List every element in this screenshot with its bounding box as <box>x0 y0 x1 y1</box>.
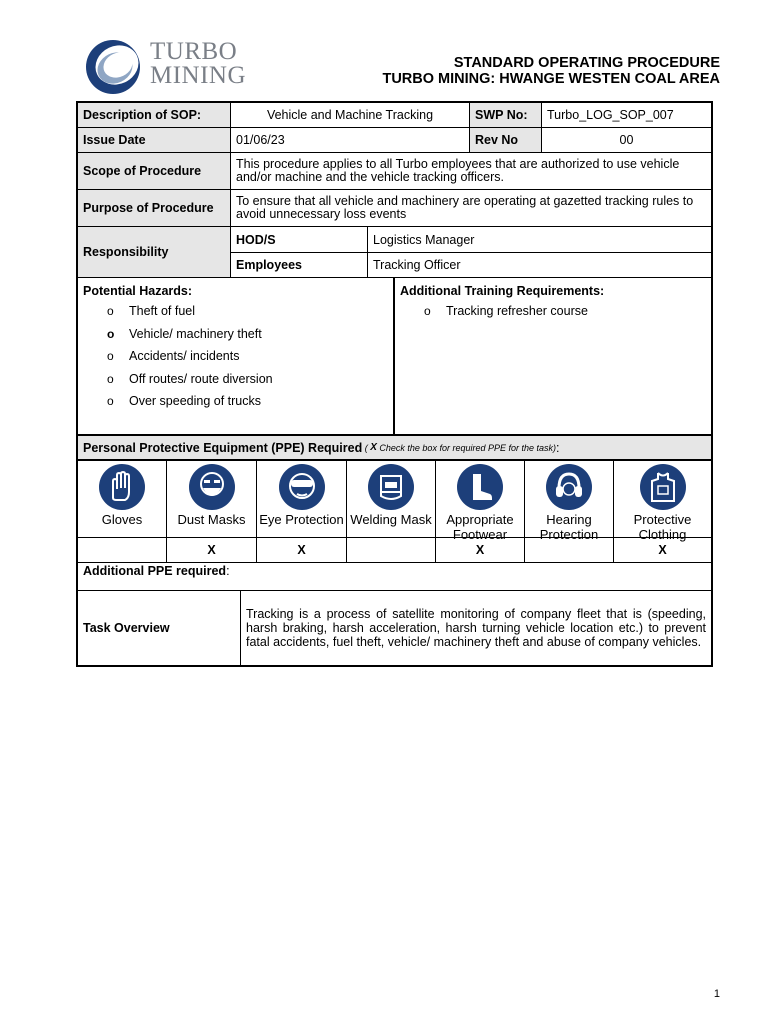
ppe-mark-eye-protection: X <box>256 538 346 562</box>
list-item <box>400 304 706 327</box>
role-hod: HOD/S <box>236 232 276 247</box>
responsibility-table <box>230 227 711 277</box>
hollow-bullet-icon: o <box>107 304 114 318</box>
list-item <box>83 304 388 327</box>
swp-label: SWP No: <box>469 103 541 127</box>
company-name-line1: TURBO <box>150 38 238 65</box>
ppe-note-colon: : <box>556 440 560 455</box>
hollow-bullet-icon: o <box>107 394 114 408</box>
ppe-label-welding-mask: Welding Mask <box>350 512 432 527</box>
ppe-cell-eye-protection <box>256 461 346 537</box>
purpose-value: To ensure that all vehicle and machinery are operating at gazetted tracking rules to avoid unnecessary loss events <box>230 190 711 226</box>
additional-ppe-label: Additional PPE required <box>83 564 227 578</box>
ppe-label-gloves: Gloves <box>101 512 143 527</box>
ppe-cell-clothing <box>613 461 711 542</box>
description-row <box>78 103 711 128</box>
training-section <box>393 278 711 434</box>
hazard-text: Theft of fuel <box>129 304 196 318</box>
document-header <box>382 55 720 87</box>
rev-value: 00 <box>541 128 711 152</box>
issue-date-value: 01/06/23 <box>230 128 469 152</box>
ppe-mark-clothing: X <box>613 538 711 562</box>
list-item <box>83 349 388 372</box>
hazard-text: Off routes/ route diversion <box>129 371 273 386</box>
hollow-bullet-icon: o <box>424 304 431 318</box>
eye-protection-icon <box>279 464 325 510</box>
hollow-bullet-icon: o <box>107 349 114 363</box>
company-logo <box>84 38 264 96</box>
purpose-label: Purpose of Procedure <box>78 190 230 226</box>
document-title: STANDARD OPERATING PROCEDURE <box>453 55 720 71</box>
hazards-section <box>78 278 393 434</box>
scope-label: Scope of Procedure <box>78 153 230 189</box>
turbo-mining-logo-icon <box>84 38 144 96</box>
ppe-marks-row <box>78 538 711 563</box>
ppe-cell-dust-masks <box>166 461 256 537</box>
ear-muffs-icon <box>546 464 592 510</box>
hazard-text: Accidents/ incidents <box>129 349 240 363</box>
hazards-list <box>83 304 388 417</box>
hazard-text: Over speeding of trucks <box>129 394 262 408</box>
hazards-label: Potential Hazards: <box>83 284 193 298</box>
ppe-mark-welding-mask <box>346 538 435 562</box>
issue-row <box>78 128 711 153</box>
rev-label: Rev No <box>469 128 541 152</box>
hazard-text: Vehicle/ machinery theft <box>129 326 262 341</box>
ppe-label-footwear: Appropriate Footwear <box>446 512 514 542</box>
additional-ppe-row <box>78 563 711 591</box>
task-overview-label: Task Overview <box>83 621 170 635</box>
person-employees: Tracking Officer <box>367 253 711 277</box>
issue-date-label: Issue Date <box>78 128 230 152</box>
page-number: 1 <box>713 988 720 1000</box>
ppe-cell-footwear <box>435 461 524 542</box>
hollow-bullet-icon: o <box>107 371 114 386</box>
responsibility-row-employees <box>231 253 711 277</box>
ppe-label-dust-masks: Dust Masks <box>177 512 246 527</box>
scope-row <box>78 153 711 190</box>
gloves-icon <box>99 464 145 510</box>
description-label: Description of SOP: <box>78 103 230 127</box>
ppe-label-clothing: Protective Clothing <box>633 512 692 542</box>
ppe-cell-welding-mask <box>346 461 435 537</box>
purpose-row <box>78 190 711 227</box>
responsibility-label: Responsibility <box>78 227 230 277</box>
ppe-note-text: Check the box for required PPE for the task) <box>376 442 556 453</box>
ppe-heading-text: Personal Protective Equipment (PPE) Required <box>83 440 363 455</box>
sop-table <box>76 101 713 667</box>
ppe-mark-gloves <box>78 538 166 562</box>
safety-boots-icon <box>457 464 503 510</box>
ppe-mark-footwear: X <box>435 538 524 562</box>
ppe-icons-row <box>78 461 711 542</box>
training-text: Tracking refresher course <box>446 304 588 318</box>
hollow-bullet-icon: o <box>107 326 115 341</box>
ppe-cell-hearing <box>524 461 613 542</box>
task-overview-value: Tracking is a process of satellite monitoring of company fleet that is (speeding, harsh braking, harsh acceleration, harsh turning vehicle location etc.) to prevent fatal accidents, fuel theft, vehicle/ machinery theft and abuse of company vehicles. <box>240 591 711 665</box>
additional-ppe <box>78 563 711 590</box>
welding-mask-icon <box>368 464 414 510</box>
list-item <box>83 327 388 350</box>
ppe-mark-dust-masks: X <box>166 538 256 562</box>
hazards-training-row <box>78 278 711 436</box>
ppe-note-open: ( <box>362 442 371 453</box>
role-employees: Employees <box>236 258 303 272</box>
list-item <box>83 394 388 417</box>
ppe-heading-row <box>78 436 711 461</box>
ppe-heading <box>78 436 711 459</box>
task-overview-row <box>78 591 711 665</box>
apron-icon <box>640 464 686 510</box>
company-name <box>150 40 246 88</box>
responsibility-row-hod <box>231 227 711 253</box>
ppe-mark-hearing <box>524 538 613 562</box>
ppe-label-hearing: Hearing Protection <box>539 512 599 542</box>
person-hod: Logistics Manager <box>367 227 711 252</box>
responsibility-row <box>78 227 711 278</box>
list-item <box>83 372 388 395</box>
ppe-label-eye-protection: Eye Protection <box>259 512 344 527</box>
swp-value: Turbo_LOG_SOP_007 <box>541 103 711 127</box>
document-subtitle: TURBO MINING: HWANGE WESTEN COAL AREA <box>382 71 720 87</box>
training-list <box>400 304 706 327</box>
additional-ppe-colon: : <box>226 564 230 578</box>
training-label: Additional Training Requirements: <box>400 284 605 298</box>
ppe-cell-gloves <box>78 461 166 537</box>
dust-mask-icon <box>189 464 235 510</box>
scope-value: This procedure applies to all Turbo employees that are authorized to use vehicle and/or machine and the vehicle tracking officers. <box>230 153 711 189</box>
company-name-line2: MINING <box>150 62 247 89</box>
description-value: Vehicle and Machine Tracking <box>230 103 469 127</box>
ppe-note-x: X <box>370 442 377 453</box>
